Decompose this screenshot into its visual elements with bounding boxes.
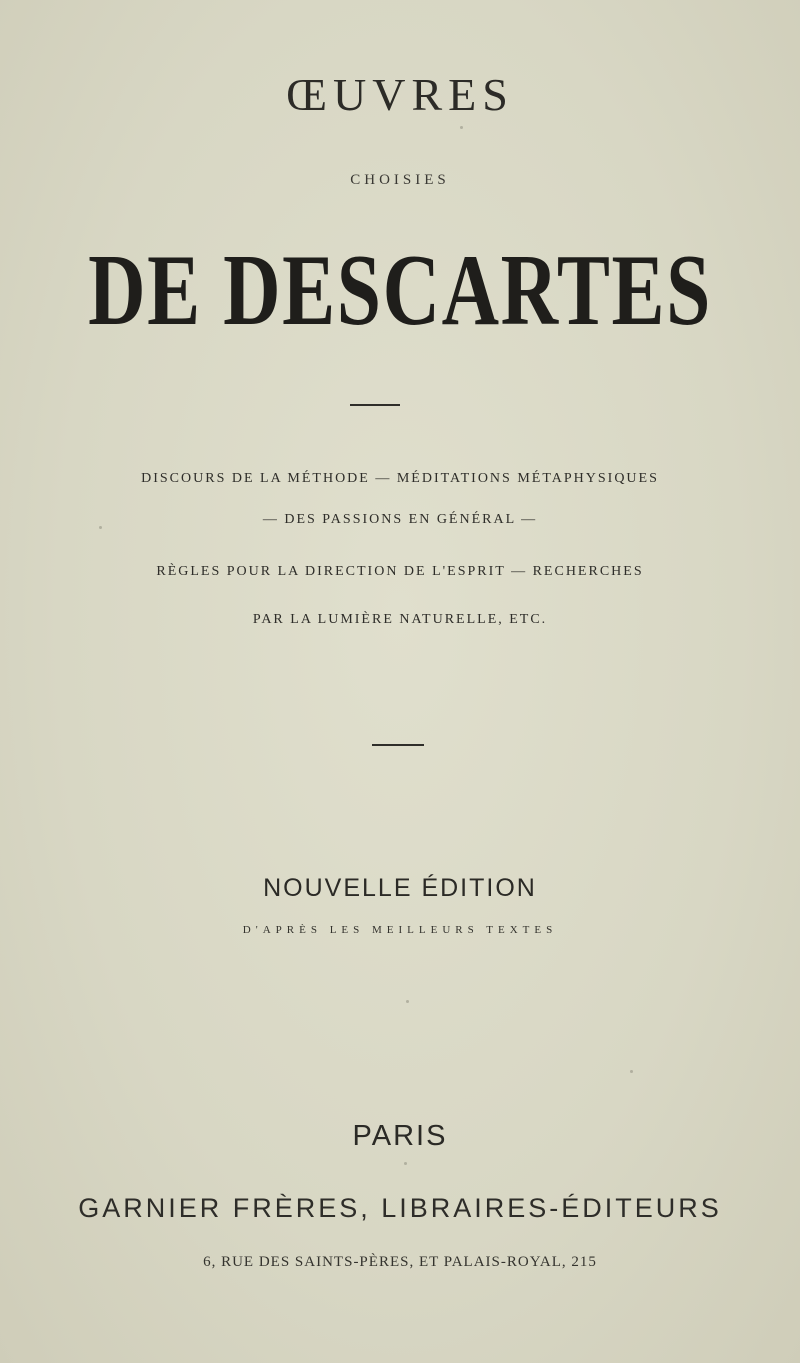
contents-line-1: DISCOURS DE LA MÉTHODE — MÉDITATIONS MÉTAPHYSIQUES (141, 471, 659, 486)
paper-speck (406, 1000, 409, 1003)
contents-line-2: — DES PASSIONS EN GÉNÉRAL — (262, 512, 538, 527)
imprint-city: PARIS (352, 1120, 448, 1152)
middle-rule (372, 744, 424, 746)
paper-speck (460, 126, 463, 129)
contents-line-4: PAR LA LUMIÈRE NATURELLE, ETC. (252, 612, 548, 627)
paper-speck (630, 1070, 633, 1073)
author-title: DE DESCARTES (88, 234, 712, 347)
contents-line-3: RÈGLES POUR LA DIRECTION DE L'ESPRIT — RECHERCHES (156, 564, 644, 579)
imprint-publisher: GARNIER FRÈRES, LIBRAIRES-ÉDITEURS (78, 1193, 722, 1223)
paper-speck (99, 526, 102, 529)
top-rule (350, 404, 400, 406)
imprint-address: 6, RUE DES SAINTS-PÈRES, ET PALAIS-ROYAL, 215 (203, 1254, 597, 1270)
series-subtitle: CHOISIES (350, 172, 450, 188)
edition-heading: NOUVELLE ÉDITION (263, 874, 537, 902)
paper-speck (404, 1162, 407, 1165)
edition-subheading: D'APRÈS LES MEILLEURS TEXTES (242, 924, 558, 936)
series-title: ŒUVRES (286, 69, 514, 120)
